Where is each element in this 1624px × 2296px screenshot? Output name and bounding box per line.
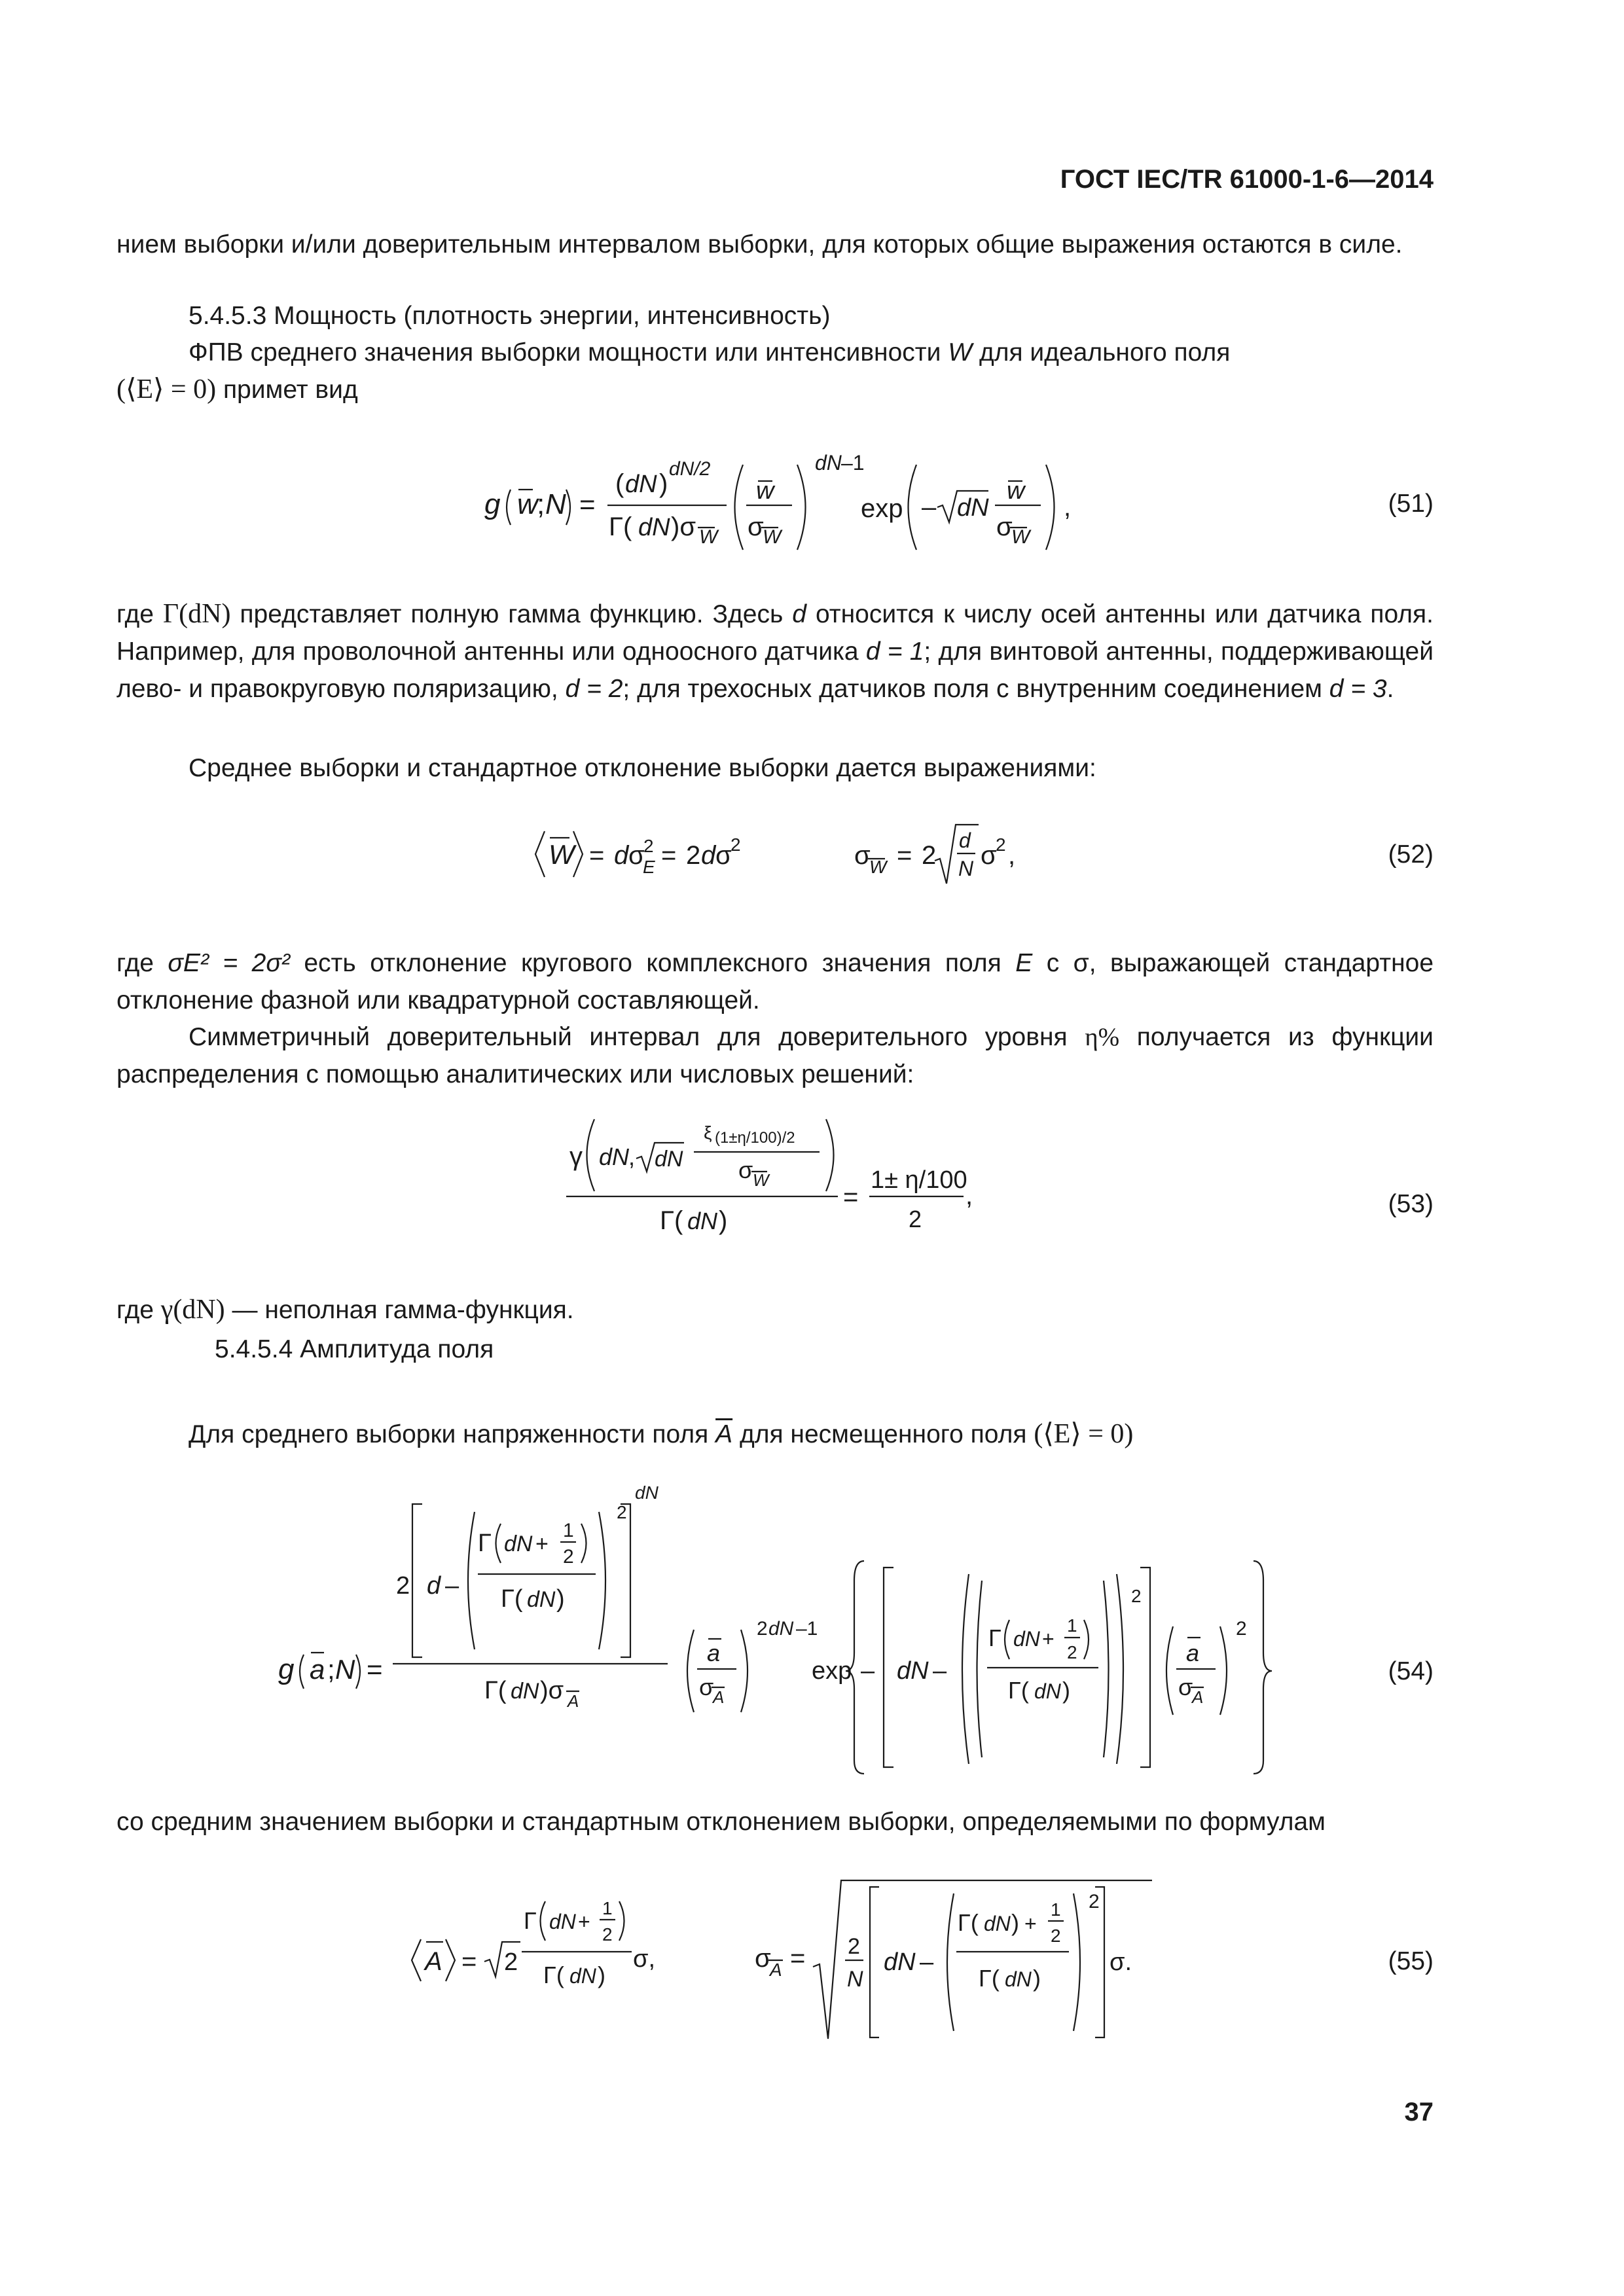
svg-text:dN: dN bbox=[687, 1208, 718, 1234]
svg-text:σ: σ bbox=[738, 1157, 753, 1183]
svg-text:): ) bbox=[556, 1585, 565, 1613]
p4-text-e: ; для трехосных датчиков поля с внутренним соединением bbox=[623, 675, 1322, 703]
p7-text-a: Симметричный доверительный интервал для доверительного уровня bbox=[189, 1023, 1068, 1051]
svg-text:2: 2 bbox=[909, 1206, 922, 1232]
svg-text:2: 2 bbox=[1051, 1926, 1061, 1946]
svg-text:Γ(: Γ( bbox=[501, 1585, 523, 1613]
svg-text:2: 2 bbox=[1067, 1642, 1077, 1662]
p3-text-b: для идеального поля bbox=[979, 338, 1231, 367]
svg-text:Γ(: Γ( bbox=[1008, 1677, 1029, 1704]
paragraph-confidence-interval bbox=[117, 1018, 1434, 1093]
svg-text:2: 2 bbox=[617, 1502, 627, 1522]
svg-text:σ,: σ, bbox=[633, 1945, 656, 1973]
paragraph-incomplete-gamma bbox=[117, 1291, 1434, 1329]
svg-text:=: = bbox=[589, 841, 605, 870]
p4-d3: d = 3 bbox=[1329, 675, 1387, 703]
svg-text:+: + bbox=[1024, 1912, 1037, 1935]
svg-text:Γ(: Γ( bbox=[609, 512, 632, 541]
svg-text:+: + bbox=[578, 1910, 590, 1933]
svg-text:Γ(: Γ( bbox=[660, 1206, 683, 1235]
svg-text:W: W bbox=[549, 839, 575, 870]
svg-text:Γ(: Γ( bbox=[979, 1965, 1000, 1992]
svg-text:dN: dN bbox=[957, 494, 989, 522]
svg-text:dN: dN bbox=[768, 1618, 794, 1640]
svg-text:): ) bbox=[719, 1206, 728, 1235]
p6-text-b: есть отклонение кругового комплексного значения поля bbox=[304, 949, 1001, 977]
svg-text:2: 2 bbox=[1131, 1586, 1142, 1606]
svg-text:): ) bbox=[1062, 1677, 1070, 1704]
paragraph-power-pdf-line2 bbox=[117, 371, 1434, 408]
svg-text:dN: dN bbox=[599, 1143, 630, 1170]
svg-text:dN: dN bbox=[815, 451, 842, 475]
svg-text:dN: dN bbox=[655, 1147, 683, 1172]
svg-text:a: a bbox=[707, 1640, 721, 1666]
p10-condition: (⟨E⟩ = 0) bbox=[1034, 1419, 1134, 1449]
p4-text-d: ; для винтовой антенны, поддерживающей лево- и правокруговую поляризацию, bbox=[117, 637, 1434, 703]
p6-text-c: с σ, выражающей стандартное отклонение фазной или квадратурной составляющей. bbox=[117, 949, 1434, 1014]
svg-text:W: W bbox=[1011, 526, 1030, 548]
paragraph-sigma-explanation bbox=[117, 944, 1434, 1019]
svg-text:A: A bbox=[713, 1687, 725, 1707]
svg-text:a: a bbox=[1186, 1640, 1200, 1666]
svg-text:σ: σ bbox=[981, 841, 997, 870]
svg-text:a: a bbox=[310, 1654, 325, 1685]
p10-text-a: Для среднего выборки напряженности поля bbox=[189, 1420, 709, 1448]
paragraph-continuation: нием выборки и/или доверительным интервалом выборки, для которых общие выражения остаются в силе. bbox=[117, 230, 1403, 259]
svg-text:d: d bbox=[701, 841, 716, 870]
equation-number-53: (53) bbox=[1388, 1190, 1434, 1218]
svg-text:): ) bbox=[659, 469, 668, 498]
equation-51 bbox=[484, 445, 1074, 569]
svg-text:1: 1 bbox=[1067, 1615, 1077, 1636]
svg-text:1: 1 bbox=[602, 1898, 613, 1918]
svg-text:–: – bbox=[933, 1657, 947, 1685]
svg-text:=: = bbox=[367, 1654, 383, 1685]
svg-text:σ: σ bbox=[628, 841, 645, 870]
p3-text-c: примет вид bbox=[223, 376, 358, 404]
svg-text:–1: –1 bbox=[841, 451, 865, 475]
svg-text:σ: σ bbox=[748, 512, 764, 541]
svg-text:ξ: ξ bbox=[704, 1122, 712, 1143]
svg-text:σ: σ bbox=[854, 841, 871, 870]
svg-text:E: E bbox=[643, 857, 655, 877]
svg-text:2: 2 bbox=[563, 1546, 574, 1568]
svg-text:A: A bbox=[425, 1947, 442, 1976]
p4-gamma: Γ(dN) bbox=[162, 599, 231, 629]
svg-text:N: N bbox=[958, 857, 974, 880]
svg-text:–: – bbox=[922, 493, 937, 522]
svg-text:w: w bbox=[756, 477, 774, 505]
svg-text:=: = bbox=[790, 1944, 806, 1973]
svg-text:dN: dN bbox=[504, 1532, 533, 1556]
svg-text:+: + bbox=[535, 1532, 549, 1556]
svg-text:dN: dN bbox=[1013, 1627, 1040, 1651]
svg-text:(1±η/100)/2: (1±η/100)/2 bbox=[715, 1129, 795, 1147]
svg-text:W: W bbox=[763, 526, 782, 548]
p3-var-W: W bbox=[948, 338, 973, 367]
svg-text:dN/2: dN/2 bbox=[669, 458, 711, 480]
svg-text:2: 2 bbox=[602, 1924, 613, 1945]
svg-text:1: 1 bbox=[563, 1520, 574, 1541]
p8-gamma: γ(dN) bbox=[160, 1295, 225, 1325]
svg-text:=: = bbox=[897, 841, 912, 870]
p6-E: E bbox=[1015, 949, 1033, 977]
svg-text:d: d bbox=[614, 841, 629, 870]
svg-text:dN: dN bbox=[1005, 1967, 1032, 1991]
svg-text:exp: exp bbox=[812, 1657, 852, 1685]
svg-text:,: , bbox=[1064, 493, 1072, 522]
svg-text:,: , bbox=[965, 1181, 973, 1210]
svg-text:+: + bbox=[1042, 1627, 1055, 1651]
p4-text-b: представляет полную гамма функцию. Здесь bbox=[240, 600, 784, 628]
svg-text:g: g bbox=[484, 488, 501, 520]
equation-number-54: (54) bbox=[1388, 1657, 1434, 1685]
paragraph-power-pdf bbox=[117, 334, 1434, 371]
svg-text:σ: σ bbox=[755, 1944, 771, 1973]
p7-text-b: получается из функции распределения с помощью аналитических или числовых решений: bbox=[117, 1023, 1434, 1088]
svg-text:dN: dN bbox=[635, 1482, 659, 1503]
p4-text-f: . bbox=[1386, 675, 1394, 703]
svg-text:)σ: )σ bbox=[671, 512, 696, 541]
svg-text:2: 2 bbox=[996, 834, 1006, 855]
page-number: 37 bbox=[1404, 2098, 1434, 2126]
svg-text:,: , bbox=[628, 1143, 636, 1170]
svg-text:Γ: Γ bbox=[478, 1530, 492, 1557]
p4-text-a: где bbox=[117, 600, 154, 628]
svg-text:2: 2 bbox=[1236, 1618, 1247, 1640]
section-heading-5-4-5-3: 5.4.5.3 Мощность (плотность энергии, интенсивность) bbox=[189, 302, 831, 330]
p4-d1: d = 1 bbox=[865, 637, 924, 666]
svg-text:A: A bbox=[568, 1691, 579, 1711]
svg-text:W: W bbox=[869, 857, 887, 877]
p10-A: $\overline{A}$ bbox=[715, 1420, 733, 1448]
svg-text:2: 2 bbox=[1089, 1891, 1100, 1912]
svg-text:=: = bbox=[579, 489, 596, 520]
equation-55 bbox=[403, 1869, 1175, 2045]
document-code-header: ГОСТ IEC/TR 61000-1-6—2014 bbox=[1060, 165, 1434, 194]
equation-number-52: (52) bbox=[1388, 840, 1434, 869]
svg-text:A: A bbox=[1192, 1687, 1204, 1707]
svg-text:d: d bbox=[959, 829, 971, 852]
svg-text:σ.: σ. bbox=[1110, 1948, 1132, 1976]
svg-text:=: = bbox=[843, 1183, 859, 1211]
svg-text:2: 2 bbox=[731, 834, 741, 855]
svg-text:dN: dN bbox=[569, 1964, 596, 1988]
svg-text:2: 2 bbox=[686, 841, 701, 870]
svg-text:–1: –1 bbox=[796, 1618, 818, 1640]
svg-text:N: N bbox=[847, 1967, 863, 1992]
p8-text-a: где bbox=[117, 1296, 154, 1324]
equation-54 bbox=[275, 1482, 1296, 1774]
svg-text:d: d bbox=[427, 1572, 441, 1600]
svg-text:–: – bbox=[920, 1948, 934, 1976]
svg-text:γ: γ bbox=[569, 1142, 583, 1171]
equation-number-51: (51) bbox=[1388, 490, 1434, 518]
svg-text:Γ: Γ bbox=[988, 1624, 1001, 1651]
svg-text:Γ(: Γ( bbox=[543, 1962, 564, 1988]
svg-text:,: , bbox=[1008, 841, 1016, 870]
svg-text:2: 2 bbox=[922, 841, 937, 870]
p10-text-b: для несмещенного поля bbox=[739, 1420, 1027, 1448]
paragraph-gamma-explanation bbox=[117, 596, 1434, 708]
p7-eta: η% bbox=[1085, 1023, 1120, 1051]
svg-text:dN: dN bbox=[884, 1948, 916, 1976]
svg-text:dN: dN bbox=[511, 1679, 539, 1704]
svg-text:dN: dN bbox=[1034, 1679, 1061, 1703]
svg-text:W: W bbox=[699, 526, 718, 548]
svg-text:dN: dN bbox=[549, 1910, 576, 1933]
p6-text-a: где bbox=[117, 949, 154, 977]
svg-text:dN: dN bbox=[984, 1912, 1011, 1935]
p6-sigma: σE² = 2σ² bbox=[168, 949, 290, 977]
svg-text:2: 2 bbox=[396, 1572, 410, 1600]
svg-text:Γ(: Γ( bbox=[958, 1909, 979, 1936]
equation-number-55: (55) bbox=[1388, 1947, 1434, 1975]
p3-text-a: ФПВ среднего значения выборки мощности или интенсивности bbox=[189, 338, 941, 367]
svg-text:w: w bbox=[517, 488, 538, 520]
svg-text:2: 2 bbox=[848, 1934, 860, 1959]
svg-text:σ: σ bbox=[1178, 1674, 1193, 1700]
svg-text:): ) bbox=[1011, 1909, 1019, 1936]
p8-text-b: — неполная гамма-функция. bbox=[232, 1296, 574, 1324]
svg-text:–: – bbox=[861, 1657, 875, 1685]
svg-text:σ: σ bbox=[699, 1674, 714, 1700]
svg-text:–: – bbox=[445, 1572, 460, 1600]
svg-text:w: w bbox=[1007, 477, 1025, 505]
svg-text:Γ: Γ bbox=[524, 1907, 537, 1934]
svg-text:dN: dN bbox=[638, 514, 670, 541]
svg-text:): ) bbox=[598, 1962, 605, 1988]
svg-text:dN: dN bbox=[897, 1657, 929, 1685]
svg-text:dN: dN bbox=[625, 471, 657, 498]
svg-text:σ: σ bbox=[996, 512, 1013, 541]
svg-text:A: A bbox=[770, 1960, 782, 1980]
svg-text:=: = bbox=[661, 841, 677, 870]
paragraph-mean-std: Среднее выборки и стандартное отклонение выборки дается выражениями: bbox=[189, 754, 1096, 782]
svg-text:Γ(: Γ( bbox=[484, 1677, 507, 1704]
equation-52 bbox=[530, 812, 1041, 897]
svg-text:=: = bbox=[461, 1947, 477, 1976]
svg-text:exp: exp bbox=[861, 494, 903, 523]
section-heading-5-4-5-4: 5.4.5.4 Амплитуда поля bbox=[215, 1335, 494, 1363]
svg-text:): ) bbox=[1033, 1965, 1041, 1992]
svg-text:1: 1 bbox=[1051, 1899, 1061, 1920]
svg-text:g: g bbox=[278, 1653, 295, 1685]
p4-text-c: относится к числу осей антенны или датчика поля. Например, для проволочной антенны или одноосного датчика bbox=[117, 600, 1434, 666]
svg-text:N: N bbox=[545, 488, 566, 520]
svg-text:dN: dN bbox=[527, 1587, 556, 1612]
p4-d: d bbox=[792, 600, 806, 628]
svg-text:2: 2 bbox=[643, 836, 654, 856]
svg-text:N: N bbox=[335, 1654, 355, 1685]
svg-text:σ: σ bbox=[715, 841, 732, 870]
paragraph-mean-std-formulas: со средним значением выборки и стандартным отклонением выборки, определяемыми по формулам bbox=[117, 1808, 1326, 1836]
svg-text:2: 2 bbox=[504, 1948, 518, 1976]
svg-text:;: ; bbox=[537, 488, 545, 520]
svg-text:;: ; bbox=[327, 1654, 335, 1685]
svg-text:2: 2 bbox=[757, 1618, 768, 1640]
paragraph-field-amplitude bbox=[117, 1416, 1434, 1453]
equation-53 bbox=[563, 1113, 1021, 1244]
p4-d2: d = 2 bbox=[565, 675, 623, 703]
p3-condition: (⟨E⟩ = 0) bbox=[117, 374, 217, 404]
svg-text:W: W bbox=[753, 1170, 769, 1190]
svg-text:(: ( bbox=[615, 469, 624, 498]
svg-text:)σ: )σ bbox=[540, 1677, 564, 1704]
svg-text:1± η/100: 1± η/100 bbox=[871, 1166, 967, 1194]
